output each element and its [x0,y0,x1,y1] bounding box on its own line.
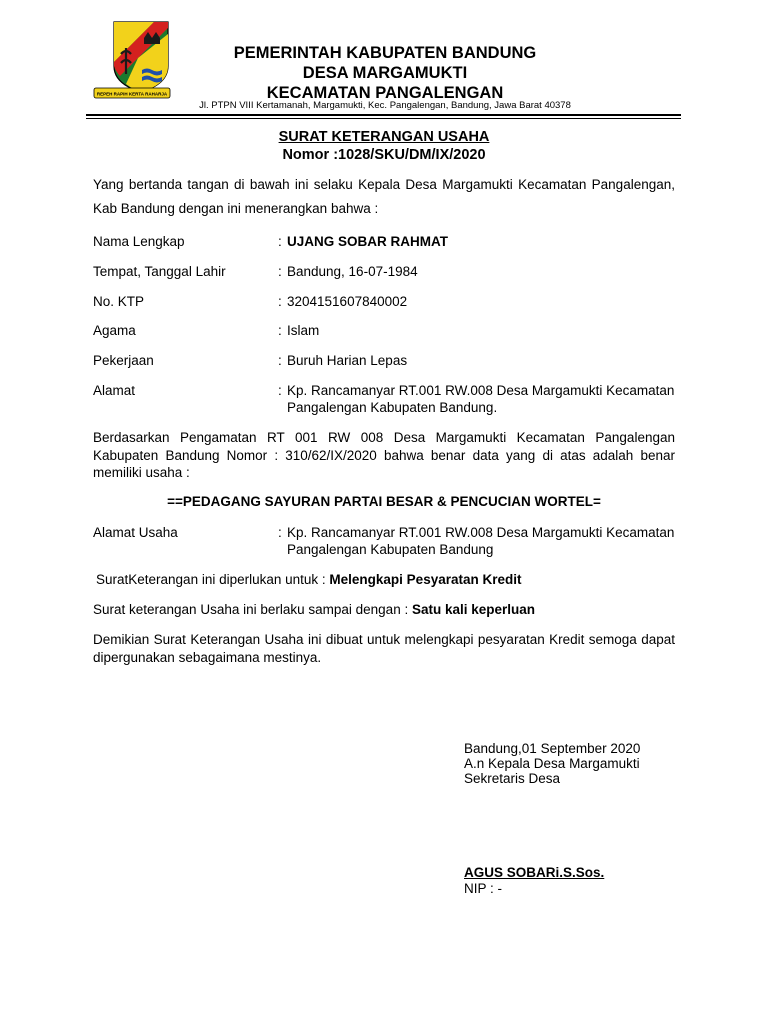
field-birth-value: Bandung, 16-07-1984 [287,264,418,279]
field-business-address-value: Kp. Rancamanyar RT.001 RW.008 Desa Margamukti Kecamatan Pangalengan Kabupaten Bandung [287,525,675,557]
validity-prefix: Surat keterangan Usaha ini berlaku sampai dengan : [93,602,412,617]
letterhead-rule-thin [86,118,681,119]
signature-on-behalf: A.n Kepala Desa Margamukti [464,756,640,771]
letterhead-village: DESA MARGAMUKTI [302,64,468,82]
field-business-address-separator: : [278,525,282,540]
field-religion-separator: : [278,323,282,338]
letterhead-government: PEMERINTAH KABUPATEN BANDUNG [233,44,537,62]
letterhead [180,43,590,103]
field-address-separator: : [278,383,282,398]
field-ktp-label: No. KTP [93,294,145,309]
basis-paragraph: Berdasarkan Pengamatan RT 001 RW 008 Desa Margamukti Kecamatan Pangalengan Kabupaten Bandung Nomor : 310/62/IX/2020 bahwa benar data yang di atas adalah benar memiliki usaha : [93,430,675,480]
field-job-value: Buruh Harian Lepas [287,353,408,368]
field-religion-value: Islam [287,323,320,338]
purpose-value: Melengkapi Pesyaratan Kredit [329,572,522,587]
field-address-label: Alamat [93,383,136,398]
field-address-value: Kp. Rancamanyar RT.001 RW.008 Desa Margamukti Kecamatan Pangalengan Kabupaten Bandung. [287,383,675,415]
signer-name: AGUS SOBARi.S.Sos. [464,865,605,880]
kabupaten-bandung-logo [92,18,172,102]
signer-nip: NIP : - [464,881,503,896]
letter-number: Nomor :1028/SKU/DM/IX/2020 [282,147,486,163]
field-name-value: UJANG SOBAR RAHMAT [287,234,448,249]
signature-place-date: Bandung,01 September 2020 [464,741,641,756]
field-name-label: Nama Lengkap [93,234,185,249]
field-birth-separator: : [278,264,282,279]
purpose-line [96,571,686,588]
field-birth-label: Tempat, Tanggal Lahir [93,264,226,279]
letterhead-rule-thick [86,114,681,116]
letterhead-address: Jl. PTPN VIII Kertamanah, Margamukti, Kec. Pangalengan, Bandung, Jawa Barat 40378 [199,100,571,111]
field-religion-label: Agama [93,323,136,338]
letter-title: SURAT KETERANGAN USAHA [278,129,490,145]
field-job-separator: : [278,353,282,368]
field-business-address-label: Alamat Usaha [93,525,178,540]
purpose-prefix: SuratKeterangan ini diperlukan untuk : [96,572,330,587]
closing-paragraph: Demikian Surat Keterangan Usaha ini dibuat untuk melengkapi pesyaratan Kredit semoga dapat dipergunakan sebagaimana mestinya. [93,632,675,665]
letterhead-district: KECAMATAN PANGALENGAN [266,84,504,102]
field-ktp-separator: : [278,294,282,309]
field-job-label: Pekerjaan [93,353,154,368]
intro-paragraph: Yang bertanda tangan di bawah ini selaku Kepala Desa Margamukti Kecamatan Pangalengan, Kab Bandung dengan ini menerangkan bahwa : [93,177,675,216]
signature-position: Sekretaris Desa [464,771,561,786]
business-type: ==PEDAGANG SAYURAN PARTAI BESAR & PENCUCIAN WORTEL= [167,494,601,509]
validity-value: Satu kali keperluan [411,602,536,617]
field-ktp-value: 3204151607840002 [287,294,408,309]
field-name-separator: : [278,234,282,249]
logo-motto-text: REPEH RAPIH KERTA RAHARJA [96,91,168,97]
validity-line [93,601,683,618]
